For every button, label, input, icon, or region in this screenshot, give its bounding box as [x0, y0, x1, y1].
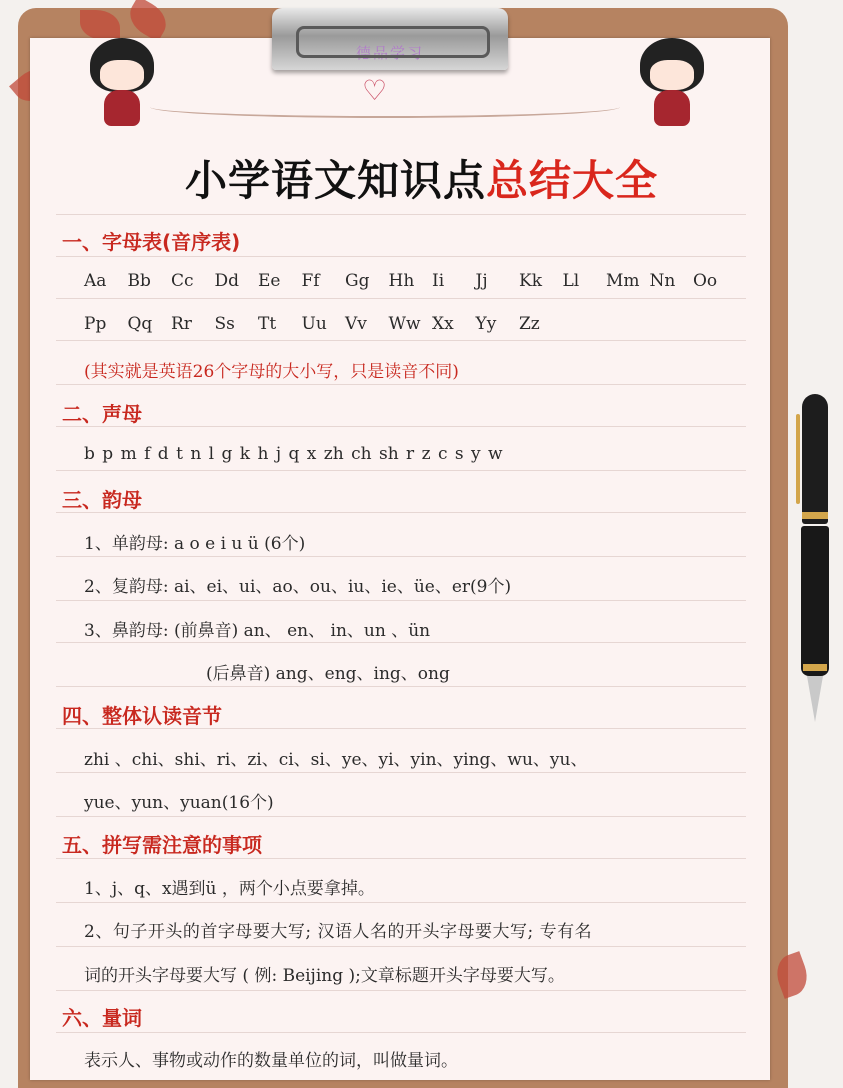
finals-line-compound: 2、复韵母: ai、ei、ui、ao、ou、iu、ie、üe、er(9个): [84, 577, 512, 597]
letter-pair: Yy: [475, 314, 497, 334]
ruled-line: [56, 256, 746, 257]
letter-pair: Ff: [301, 271, 320, 291]
letter-pair: Kk: [519, 271, 543, 291]
letter-pair: Cc: [171, 271, 194, 291]
ruled-line: [56, 384, 746, 385]
spelling-note-1: 1、j、q、x遇到ü ，两个小点要拿掉。: [84, 879, 375, 899]
finals-line-nasal-back: (后鼻音) ang、eng、ing、ong: [206, 664, 450, 684]
ruled-line: [56, 298, 746, 299]
section-heading-initials: 二、声母: [62, 402, 142, 426]
letter-pair: Jj: [475, 271, 488, 291]
ruled-line: [56, 556, 746, 557]
ruled-line: [56, 902, 746, 903]
fountain-pen-icon: [798, 394, 832, 734]
ruled-line: [56, 470, 746, 471]
ruled-line: [56, 642, 746, 643]
whole-syllables-line-1: zhi 、chi、shi、ri、zi、ci、si、ye、yi、yin、ying、wu、yu、: [84, 750, 588, 770]
letter-pair: Uu: [301, 314, 327, 334]
mascot-right-icon: [640, 38, 704, 128]
mascot-left-icon: [90, 38, 154, 128]
section-heading-whole-syllables: 四、整体认读音节: [62, 704, 222, 728]
finals-line-nasal-front: 3、鼻韵母: (前鼻音) an、 en、 in、un 、ün: [84, 621, 431, 641]
section-heading-spelling-notes: 五、拼写需注意的事项: [62, 833, 262, 857]
letter-pair: Vv: [345, 314, 367, 334]
letter-pair: Bb: [127, 271, 151, 291]
ruled-line: [56, 816, 746, 817]
alphabet-row-1: [84, 271, 784, 291]
title-black-part: 小学语文知识点: [184, 156, 486, 205]
letter-pair: Ii: [432, 271, 445, 291]
spelling-note-2: 2、句子开头的首字母要大写; 汉语人名的开头字母要大写; 专有名: [84, 922, 593, 942]
clipboard-clip: [272, 8, 508, 70]
ruled-line: [56, 946, 746, 947]
letter-pair: Ee: [258, 271, 281, 291]
letter-pair: Tt: [258, 314, 277, 334]
letter-pair: Gg: [345, 271, 370, 291]
letter-pair: Oo: [693, 271, 718, 291]
title-red-part: 总结大全: [486, 156, 659, 205]
letter-pair: Ww: [388, 314, 421, 334]
ruled-line: [56, 214, 746, 215]
letter-pair: Hh: [388, 271, 415, 291]
letter-pair: Nn: [649, 271, 676, 291]
letter-pair: Ll: [562, 271, 580, 291]
page-title: [0, 148, 843, 208]
section-heading-measure-words: 六、量词: [62, 1006, 142, 1030]
letter-pair: Zz: [519, 314, 540, 334]
section-heading-alphabet: 一、字母表(音序表): [62, 230, 241, 254]
ruled-line: [56, 340, 746, 341]
ruled-line: [56, 772, 746, 773]
letter-pair: Rr: [171, 314, 192, 334]
letter-pair: Xx: [432, 314, 454, 334]
letter-pair: Dd: [214, 271, 240, 291]
alphabet-row-2: [84, 314, 784, 334]
finals-line-simple: 1、单韵母: a o e i u ü (6个): [84, 534, 306, 554]
letter-pair: Aa: [84, 271, 107, 291]
whole-syllables-line-2: yue、yun、yuan(16个): [84, 793, 274, 813]
alphabet-note: (其实就是英语26个字母的大小写，只是读音不同): [84, 362, 459, 382]
ruled-line: [56, 990, 746, 991]
ruled-line: [56, 686, 746, 687]
ruled-line: [56, 1032, 746, 1033]
letter-pair: Pp: [84, 314, 107, 334]
measure-words-definition: 表示人、事物或动作的数量单位的词，叫做量词。: [84, 1051, 458, 1071]
clip-logo-text: 德品学习: [355, 44, 424, 62]
ruled-line: [56, 858, 746, 859]
letter-pair: Ss: [214, 314, 235, 334]
letter-pair: Mm: [606, 271, 640, 291]
letter-pair: Qq: [127, 314, 153, 334]
heart-icon: ♡: [362, 74, 388, 107]
initials-line: b p m f d t n l g k h j q x zh ch sh r z c s y w: [84, 444, 503, 464]
ruled-line: [56, 600, 746, 601]
section-heading-finals: 三、韵母: [62, 488, 142, 512]
spelling-note-3: 词的开头字母要大写 ( 例: Beijing );文章标题开头字母要大写。: [84, 966, 565, 986]
